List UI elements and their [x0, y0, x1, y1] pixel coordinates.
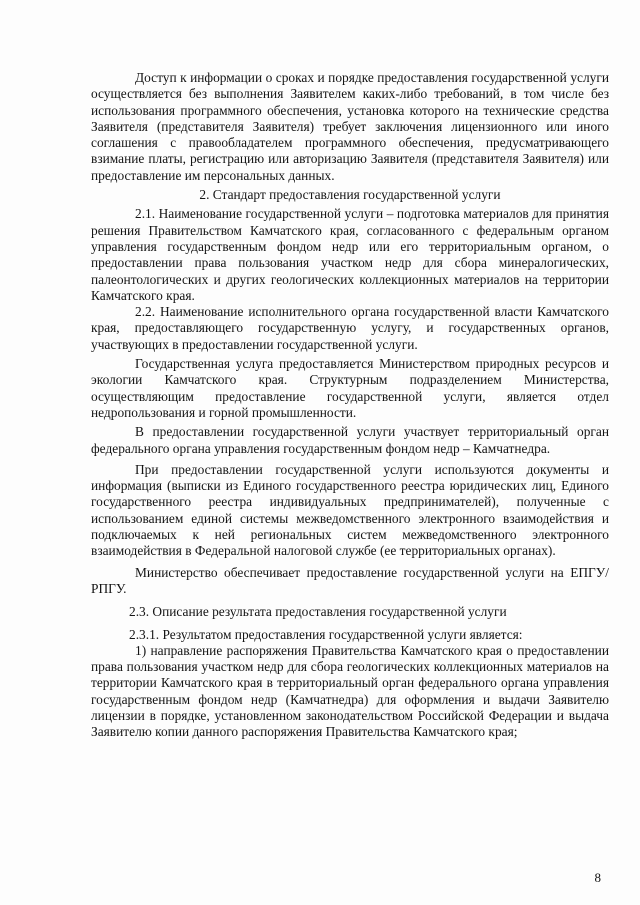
paragraph-2-2: 2.2. Наименование исполнительного органа государственной власти Камчатского края, предоставляющего государственную услугу, и государственных органов, участвующих в предоставлении государственной услуги.: [91, 304, 609, 352]
page-number: 8: [594, 870, 601, 885]
paragraph-epgu: Министерство обеспечивает предоставление государственной услуги на ЕПГУ/РПГУ.: [91, 564, 609, 596]
paragraph-2-1: 2.1. Наименование государственной услуги – подготовка материалов для принятия решения Правительством Камчатского края, согласованного с федеральным органом управления государственным фондом недр или его территориальным органом, о предоставлении права пользования участком недр для сбора минералогических, палеонтологических и других геологических коллекционных материалов на территории Камчатского края.: [91, 206, 609, 303]
paragraph-access-info: Доступ к информации о сроках и порядке предоставления государственной услуги осуществляется без выполнения Заявителем каких-либо требований, в том числе без использования программного обеспечения, установка которого на технические средства Заявителя (представителя Заявителя) требует заключения лицензионного или иного соглашения с правообладателем программного обеспечения, предусматривающего взимание платы, регистрацию или авторизацию Заявителя (представителя Заявителя) или предоставление им персональных данных.: [91, 70, 609, 183]
heading-2-3: 2.3. Описание результата предоставления государственной услуги: [129, 604, 507, 620]
paragraph-territorial-organ: В предоставлении государственной услуги участвует территориальный орган федерального органа управления государственным фондом недр – Камчатнедра.: [91, 424, 609, 456]
paragraph-documents: При предоставлении государственной услуги используются документы и информация (выписки из Единого государственного реестра юридических лиц, Единого государственного реестра индивидуальных предпринимателей), полученные с использованием единой системы межведомственного электронного взаимодействия и подключаемых к ней региональных систем межведомственного электронного взаимодействия в Федеральной налоговой службе (ее территориальных органах).: [91, 461, 609, 559]
paragraph-2-3-1: 2.3.1. Результатом предоставления государственной услуги является:: [129, 626, 523, 642]
section-heading: 2. Стандарт предоставления государственной услуги: [199, 187, 501, 203]
paragraph-item-1: 1) направление распоряжения Правительства Камчатского края о предоставлении права пользования участком недр для сбора геологических коллекционных материалов на территории Камчатского края в территориальный орган федерального органа управления государственным фондом недр (Камчатнедра) для оформления и выдачи Заявителю лицензии в порядке, установленном законодательством Российской Федерации и выдача Заявителю копии данного распоряжения Правительства Камчатского края;: [91, 642, 609, 740]
paragraph-ministry: Государственная услуга предоставляется Министерством природных ресурсов и экологии Камчатского края. Структурным подразделением Министерства, осуществляющим предоставление государственной услуги, является отдел недропользования и горной промышленности.: [91, 356, 609, 420]
document-body: [91, 70, 609, 741]
